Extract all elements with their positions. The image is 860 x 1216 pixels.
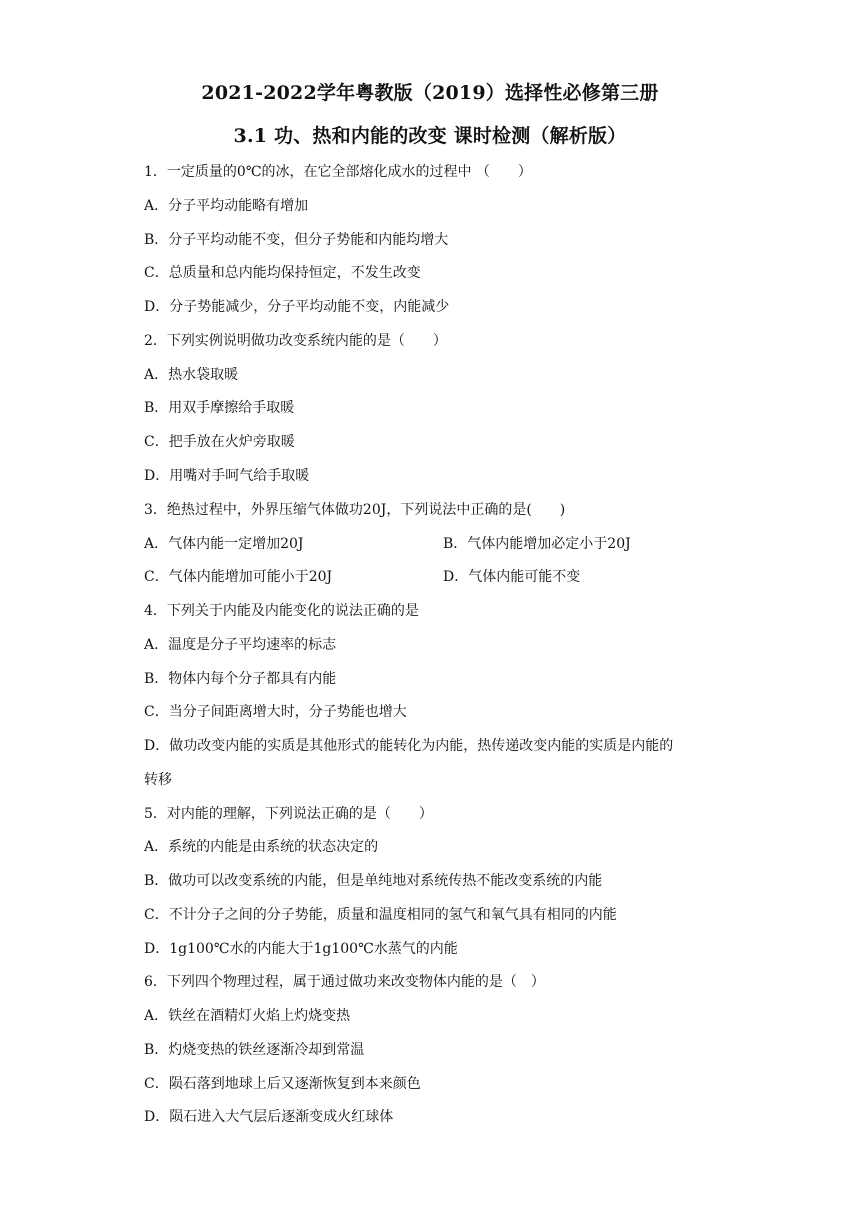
question-5-option-d: D．1g100℃水的内能大于1g100℃水蒸气的内能 [144, 941, 458, 957]
question-6-stem: 6．下列四个物理过程，属于通过做功来改变物体内能的是（ ） [144, 974, 545, 990]
question-4-option-b: B．物体内每个分子都具有内能 [144, 671, 337, 687]
question-2-option-b: B．用双手摩擦给手取暖 [144, 400, 295, 416]
document-title: 2021-2022学年粤教版（2019）选择性必修第三册 [201, 82, 659, 104]
question-4-option-a: A．温度是分子平均速率的标志 [144, 637, 337, 653]
question-2-stem: 2．下列实例说明做功改变系统内能的是（ ） [144, 333, 447, 349]
question-4-option-d: D．做功改变内能的实质是其他形式的能转化为内能，热传递改变内能的实质是内能的 [144, 738, 674, 754]
question-3-option-a: A．气体内能一定增加20J [144, 536, 304, 552]
document-subtitle: 3.1 功、热和内能的改变 课时检测（解析版） [233, 125, 627, 147]
question-6-option-b: B．灼烧变热的铁丝逐渐冷却到常温 [144, 1042, 365, 1058]
question-3-option-c: C．气体内能增加可能小于20J [144, 569, 333, 585]
question-1-option-d: D．分子势能减少，分子平均动能不变，内能减少 [144, 299, 450, 315]
question-1-option-c: C．总质量和总内能均保持恒定，不发生改变 [144, 265, 421, 281]
question-4-option-d-continued: 转移 [144, 772, 172, 788]
question-1-stem: 1．一定质量的0℃的冰，在它全部熔化成水的过程中 （ ） [144, 164, 532, 180]
question-2-option-c: C．把手放在火炉旁取暖 [144, 434, 295, 450]
question-6-option-a: A．铁丝在酒精灯火焰上灼烧变热 [144, 1008, 351, 1024]
question-5-stem: 5．对内能的理解，下列说法正确的是（ ） [144, 806, 433, 822]
question-3-option-d: D．气体内能可能不变 [443, 569, 581, 585]
question-4-stem: 4．下列关于内能及内能变化的说法正确的是 [144, 603, 419, 619]
question-5-option-b: B．做功可以改变系统的内能，但是单纯地对系统传热不能改变系统的内能 [144, 873, 603, 889]
question-6-option-c: C．陨石落到地球上后又逐渐恢复到本来颜色 [144, 1076, 421, 1092]
question-5-option-c: C．不计分子之间的分子势能，质量和温度相同的氢气和氧气具有相同的内能 [144, 907, 617, 923]
question-3-option-b: B．气体内能增加必定小于20J [443, 536, 631, 552]
question-1-option-a: A．分子平均动能略有增加 [144, 198, 309, 214]
question-3-stem: 3．绝热过程中，外界压缩气体做功20J，下列说法中正确的是( ) [144, 502, 566, 518]
question-6-option-d: D．陨石进入大气层后逐渐变成火红球体 [144, 1109, 394, 1125]
question-5-option-a: A．系统的内能是由系统的状态决定的 [144, 839, 379, 855]
question-2-option-d: D．用嘴对手呵气给手取暖 [144, 468, 310, 484]
question-2-option-a: A．热水袋取暖 [144, 367, 239, 383]
question-1-option-b: B．分子平均动能不变，但分子势能和内能均增大 [144, 232, 449, 248]
question-4-option-c: C．当分子间距离增大时，分子势能也增大 [144, 704, 407, 720]
